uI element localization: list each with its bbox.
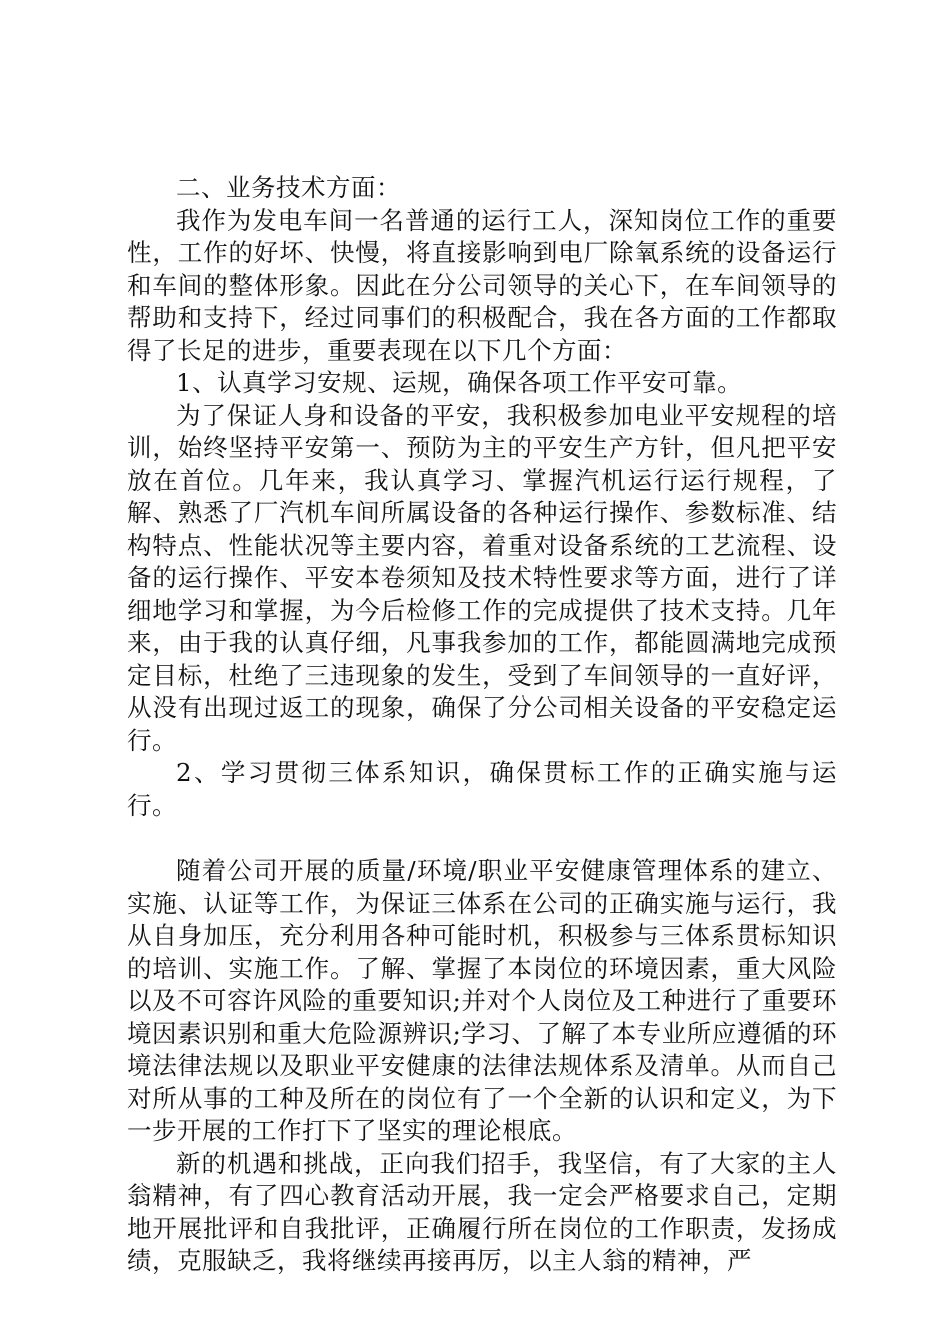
item-2-title: 2、学习贯彻三体系知识，确保贯标工作的正确实施与运行。 bbox=[127, 758, 837, 820]
closing-paragraph: 新的机遇和挑战，正向我们招手，我坚信，有了大家的主人翁精神，有了四心教育活动开展，我一定会严格要求自己，定期地开展批评和自我批评，正确履行所在岗位的工作职责，发扬成绩，克服缺乏，我将继续再接再厉，以主人翁的精神，严 bbox=[127, 1148, 837, 1275]
item-1-title: 1、认真学习安规、运规，确保各项工作平安可靠。 bbox=[176, 368, 743, 397]
intro-paragraph: 我作为发电车间一名普通的运行工人，深知岗位工作的重要性，工作的好坏、快慢，将直接影响到电厂除氧系统的设备运行和车间的整体形象。因此在分公司领导的关心下，在车间领导的帮助和支持下，经过同事们的积极配合，我在各方面的工作都取得了长足的进步，重要表现在以下几个方面： bbox=[127, 205, 837, 365]
item-1-body: 为了保证人身和设备的平安，我积极参加电业平安规程的培训，始终坚持平安第一、预防为主的平安生产方针，但凡把平安放在首位。几年来，我认真学习、掌握汽机运行运行规程，了解、熟悉了厂汽机车间所属设备的各种运行操作、参数标准、结构特点、性能状况等主要内容，着重对设备系统的工艺流程、设备的运行操作、平安本卷须知及技术特性要求等方面，进行了详细地学习和掌握，为今后检修工作的完成提供了技术支持。几年来，由于我的认真仔细，凡事我参加的工作，都能圆满地完成预定目标，杜绝了三违现象的发生，受到了车间领导的一直好评，从没有出现过返工的现象，确保了分公司相关设备的平安稳定运行。 bbox=[127, 400, 837, 755]
section-heading-business-technology: 二、业务技术方面： bbox=[176, 173, 401, 202]
document-body bbox=[127, 172, 837, 1278]
item-2-body: 随着公司开展的质量/环境/职业平安健康管理体系的建立、实施、认证等工作，为保证三体系在公司的正确实施与运行，我从自身加压，充分利用各种可能时机，积极参与三体系贯标知识的培训、实施工作。了解、掌握了本岗位的环境因素，重大风险以及不可容许风险的重要知识;并对个人岗位及工种进行了重要环境因素识别和重大危险源辨识;学习、了解了本专业所应遵循的环境法律法规以及职业平安健康的法律法规体系及清单。从而自己对所从事的工种及所在的岗位有了一个全新的认识和定义，为下一步开展的工作打下了坚实的理论根底。 bbox=[127, 856, 837, 1145]
